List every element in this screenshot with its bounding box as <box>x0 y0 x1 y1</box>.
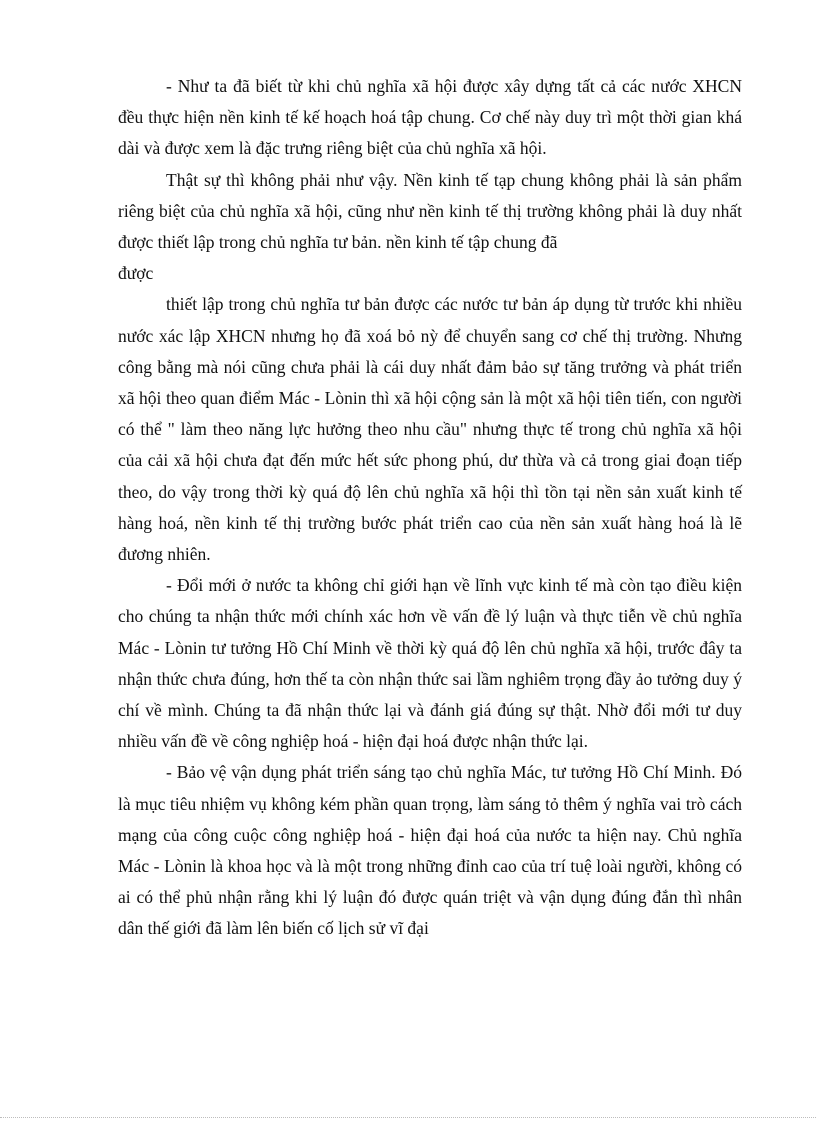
paragraph-4: thiết lập trong chủ nghĩa tư bản được các nước tư bản áp dụng từ trước khi nhiều nước xác lập XHCN nhưng họ đã xoá bỏ nỳ để chuyển sang cơ chế thị trường. Nhưng công bằng mà nói cũng chưa phải là cái duy nhất đảm bảo sự tăng trưởng và phát triển xã hội theo quan điểm Mác - Lònin thì xã hội cộng sản là một xã hội tiên tiến, con người có thể " làm theo năng lực hưởng theo nhu cầu" nhưng thực tế trong chủ nghĩa xã hội của cải xã hội chưa đạt đến mức hết sức phong phú, dư thừa và cả trong giai đoạn tiếp theo, do vậy trong thời kỳ quá độ lên chủ nghĩa xã hội thì tồn tại nền sản xuất kinh tế hàng hoá, nền kinh tế thị trường bước phát triển cao của nền sản xuất hàng hoá là lẽ đương nhiên. <box>118 294 742 565</box>
page-bottom-divider <box>0 1117 816 1118</box>
document-body <box>118 71 742 945</box>
paragraph-5: - Đổi mới ở nước ta không chỉ giới hạn về lĩnh vực kinh tế mà còn tạo điều kiện cho chúng ta nhận thức mới chính xác hơn về vấn đề lý luận và thực tiễn về chủ nghĩa Mác - Lònin tư tưởng Hồ Chí Minh về thời kỳ quá độ lên chủ nghĩa xã hội, trước đây ta nhận thức chưa đúng, hơn thế ta còn nhận thức sai lầm nghiêm trọng đầy ảo tưởng duy ý chí về mình. Chúng ta đã nhận thức lại và đánh giá đúng sự thật. Nhờ đổi mới tư duy nhiều vấn đề về công nghiệp hoá - hiện đại hoá được nhận thức lại. <box>118 575 742 752</box>
paragraph-6: - Bảo vệ vận dụng phát triển sáng tạo chủ nghĩa Mác, tư tưởng Hồ Chí Minh. Đó là mục tiêu nhiệm vụ không kém phần quan trọng, làm sáng tỏ thêm ý nghĩa vai trò cách mạng của công cuộc công nghiệp hoá - hiện đại hoá của nước ta hiện nay. Chủ nghĩa Mác - Lònin là khoa học và là một trong những đỉnh cao của trí tuệ loài người, không có ai có thể phủ nhận rằng khi lý luận đó được quán triệt và vận dụng đúng đắn thì nhân dân thế giới đã làm lên biến cố lịch sử vĩ đại <box>118 762 742 939</box>
paragraph-3: được <box>118 263 154 284</box>
paragraph-1: - Như ta đã biết từ khi chủ nghĩa xã hội được xây dựng tất cả các nước XHCN đều thực hiện nền kinh tế kế hoạch hoá tập chung. Cơ chế này duy trì một thời gian khá dài và được xem là đặc trưng riêng biệt của chủ nghĩa xã hội. <box>118 76 742 159</box>
paragraph-2: Thật sự thì không phải như vậy. Nền kinh tế tạp chung không phải là sản phẩm riêng biệt của chủ nghĩa xã hội, cũng như nền kinh tế thị trường không phải là duy nhất được thiết lập trong chủ nghĩa tư bản. nền kinh tế tập chung đã <box>118 169 742 253</box>
